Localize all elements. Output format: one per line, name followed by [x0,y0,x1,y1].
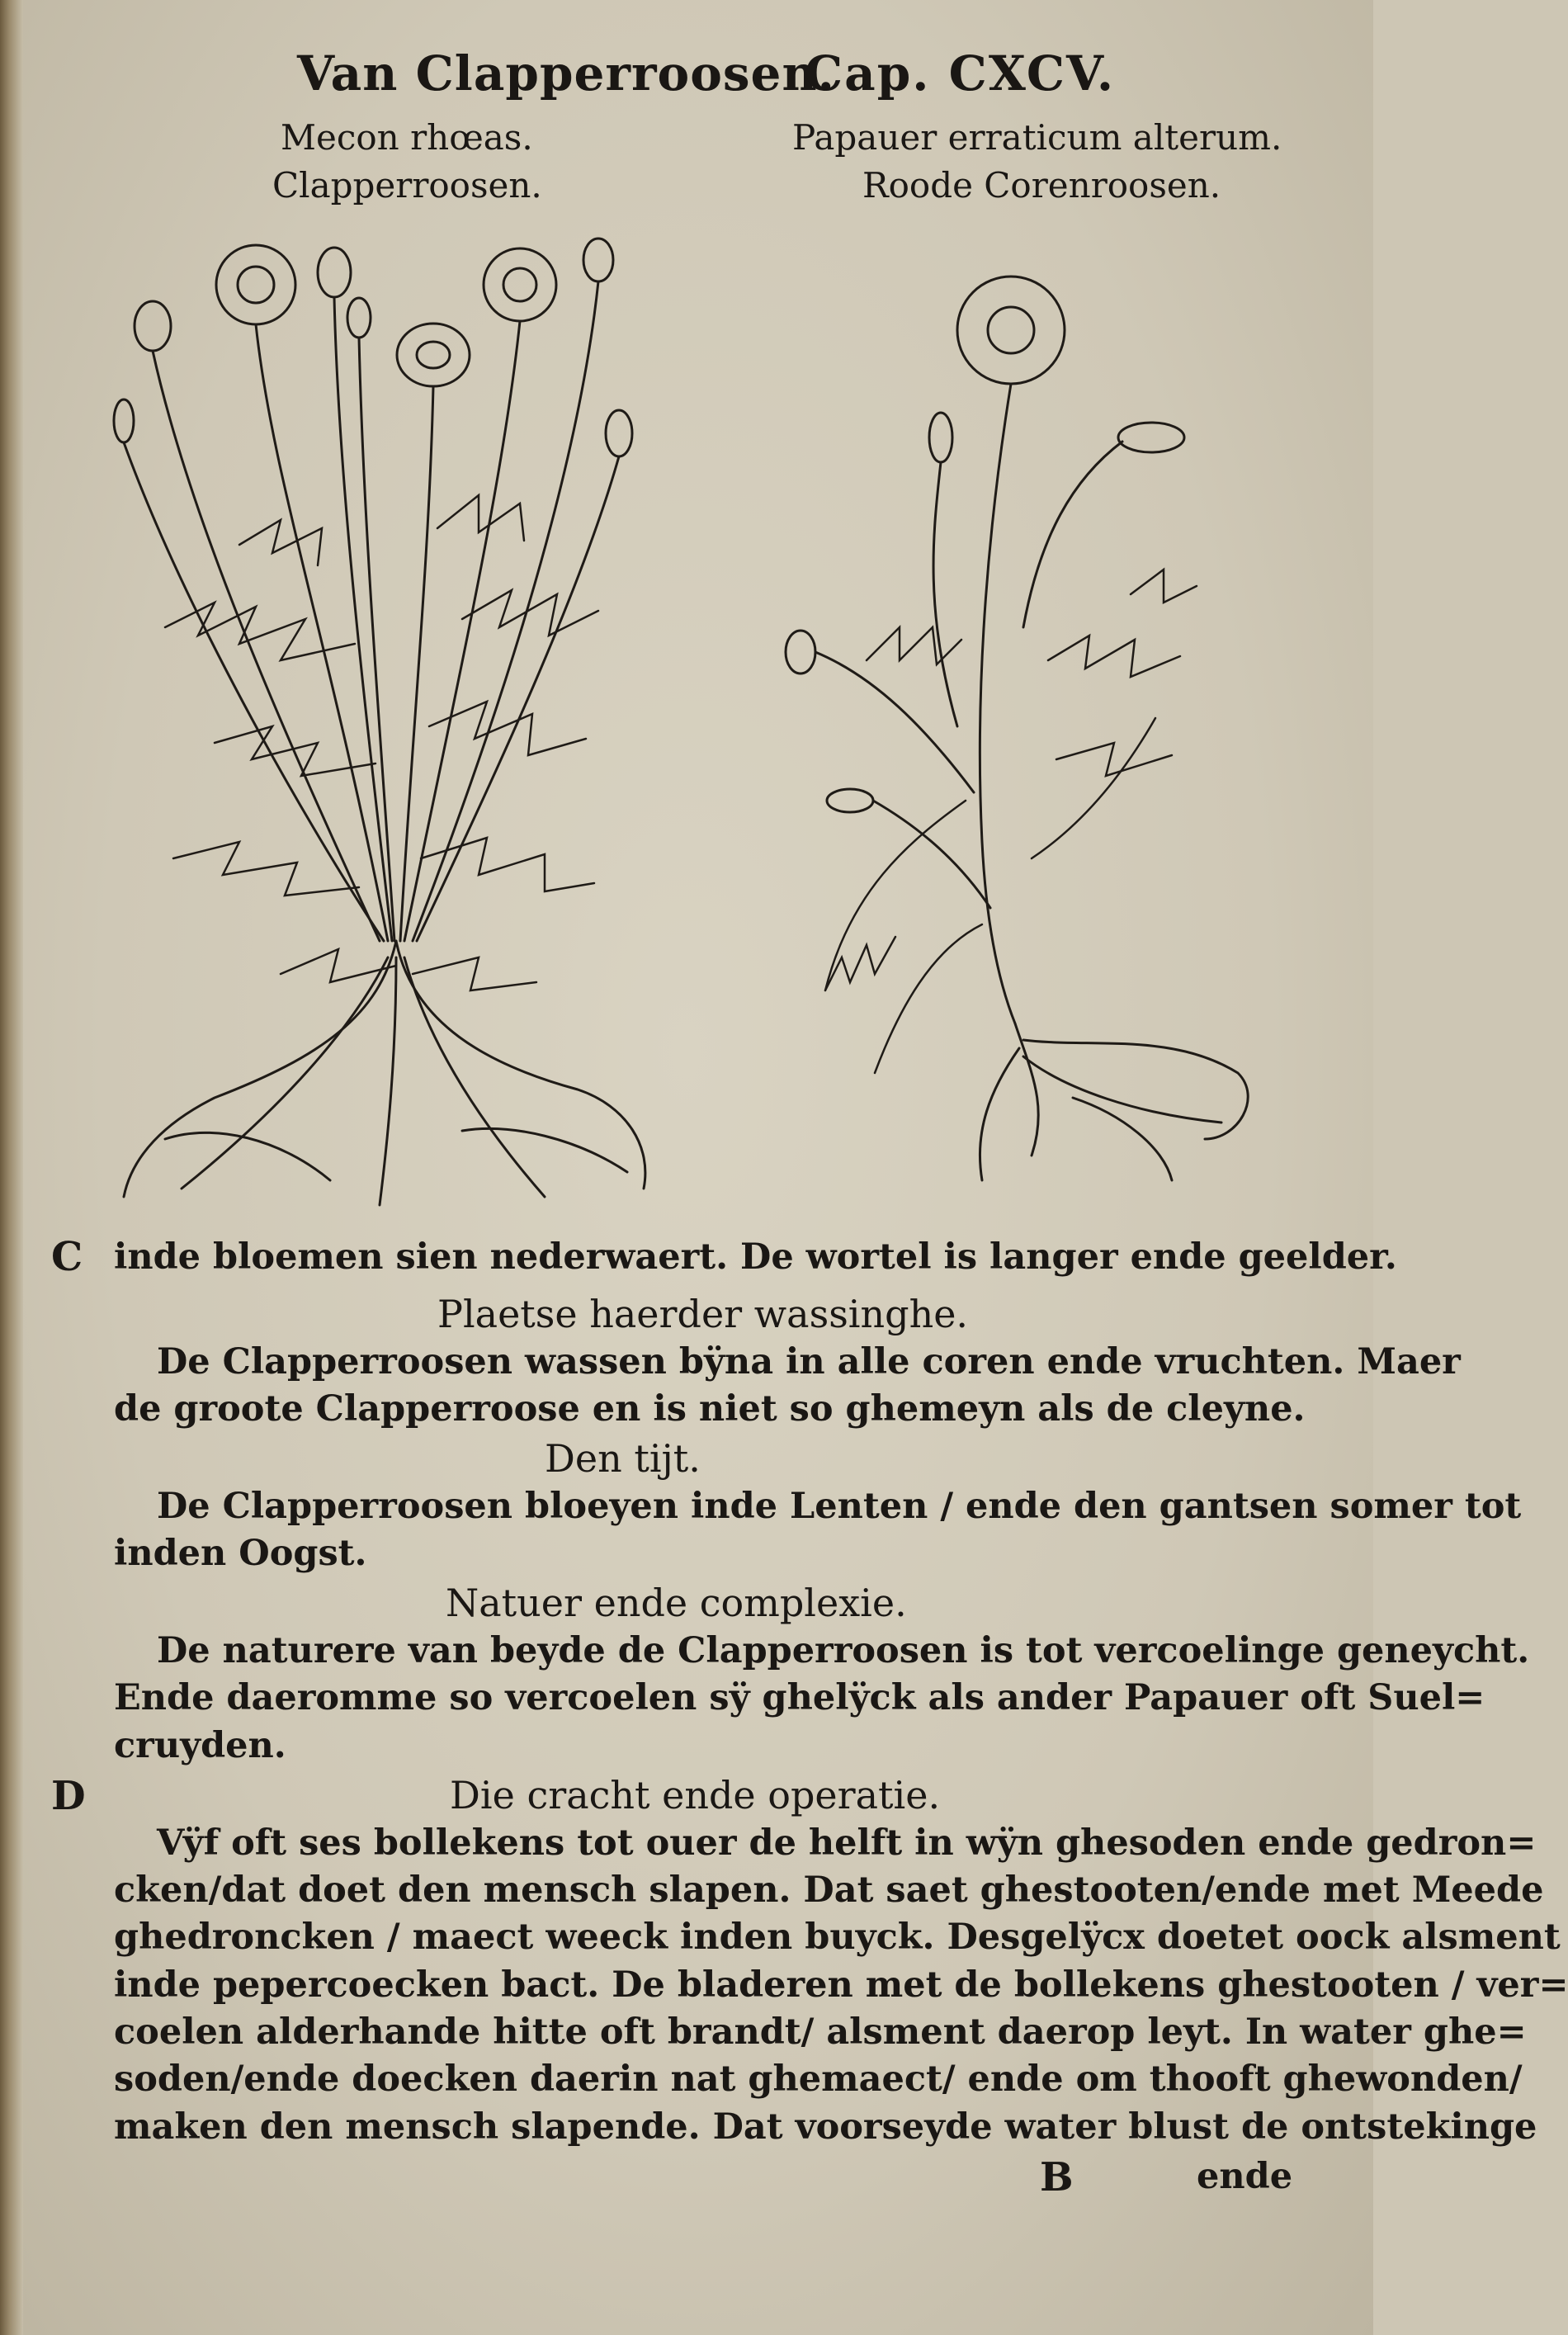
section-heading-time: Den tijt. [545,1436,701,1481]
margin-marker-d: D [51,1773,86,1819]
body-line: De Clapperroosen wassen bÿna in alle coren ende vruchten. Maer [157,1341,1461,1383]
leaves [825,570,1197,1073]
body-line: cruyden. [114,1725,286,1766]
right-figure-latin-name: Papauer erraticum alterum. [792,117,1282,158]
running-head: Van Clapperroosen. [297,45,835,102]
poppy-woodcut-left [116,231,660,1213]
body-line: De naturere van beyde de Clapperroosen is tot vercoelinge geneycht. [157,1630,1530,1671]
stems [815,384,1122,1023]
body-line: cken/dat doet den mensch slapen. Dat saet ghestooten/ende met Meede [114,1869,1544,1911]
signature-mark: B [1040,2154,1074,2200]
roots [980,1023,1248,1180]
left-figure-latin-name: Mecon rhœas. [281,117,533,158]
body-line: soden/ende doecken daerin nat ghemaect/ ende om thooft ghewonden/ [114,2058,1523,2100]
flower-heads [114,239,632,456]
flower-heads [786,277,1184,812]
body-line: ghedroncken / maect weeck inden buyck. Desgelÿcx doetet oock alsment [114,1917,1561,1958]
poppy-woodcut-right [776,264,1271,1213]
body-line: maken den mensch slapende. Dat voorseyde water blust de ontstekinge [114,2106,1537,2148]
left-figure-dutch-name: Clapperroosen. [272,165,542,206]
body-line: inde pepercoecken bact. De bladeren met de bollekens ghestooten / ver= [114,1964,1568,2006]
body-line: de groote Clapperroose en is niet so ghemeyn als de cleyne. [114,1388,1306,1430]
body-line: coelen alderhande hitte oft brandt/ alsment daerop leyt. In water ghe= [114,2011,1527,2053]
roots [124,941,645,1205]
page-gutter [0,0,23,2335]
section-heading-power: Die cracht ende operatie. [450,1773,941,1817]
catchword: ende [1197,2156,1293,2197]
body-line: Vÿf oft ses bollekens tot ouer de helft in wÿn ghesoden ende gedron= [157,1822,1537,1864]
margin-marker-c: C [51,1234,83,1280]
body-line: De Clapperroosen bloeyen inde Lenten / ende den gantsen somer tot [157,1486,1522,1527]
body-line: inden Oogst. [114,1533,367,1574]
body-line: inde bloemen sien nederwaert. De wortel is langer ende geelder. [114,1236,1397,1278]
section-heading-nature: Natuer ende complexie. [446,1581,907,1625]
chapter-number: Cap. CXCV. [805,45,1116,102]
section-heading-place: Plaetse haerder wassinghe. [437,1292,969,1336]
body-line: Ende daeromme so vercoelen sÿ ghelÿck als ander Papauer oft Suel= [114,1677,1485,1718]
right-figure-dutch-name: Roode Corenroosen. [862,165,1221,206]
